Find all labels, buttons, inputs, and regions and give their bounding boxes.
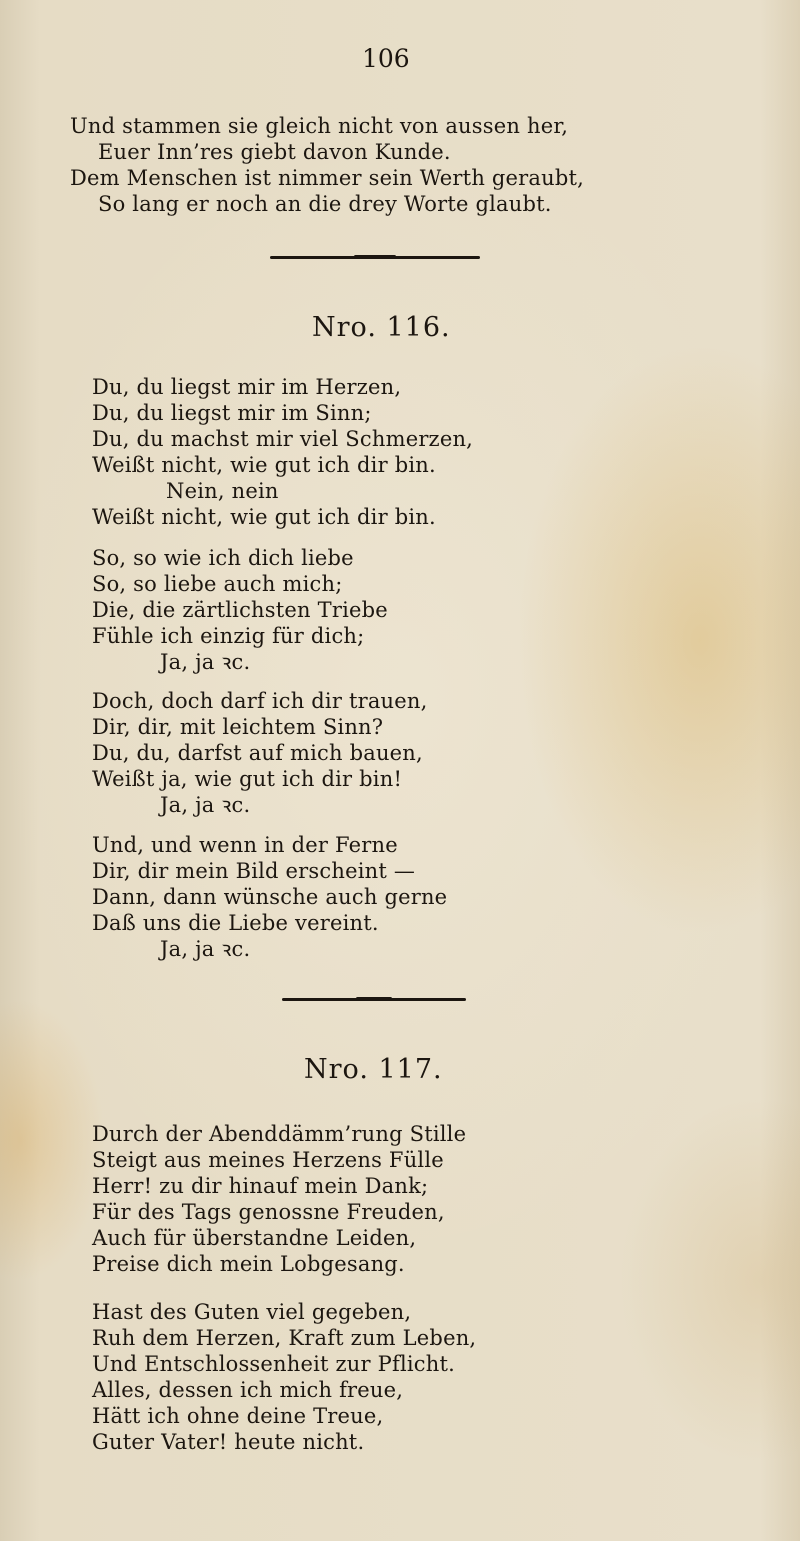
page-number: 106 — [362, 44, 410, 73]
verse-line: So lang er noch an die drey Worte glaubt. — [98, 192, 552, 216]
verse-line: Doch, doch darf ich dir trauen, — [92, 689, 428, 713]
verse-line: So, so liebe auch mich; — [92, 572, 343, 596]
verse-line: Ruh dem Herzen, Kraft zum Leben, — [92, 1326, 477, 1350]
verse-line: Dem Menschen ist nimmer sein Werth geraubt, — [70, 166, 585, 190]
refrain-line: Ja, ja ꝛc. — [160, 937, 251, 961]
refrain-line: Nein, nein — [166, 479, 279, 503]
verse-line: Weißt ja, wie gut ich dir bin! — [92, 767, 403, 791]
verse-line: Guter Vater! heute nicht. — [92, 1430, 365, 1454]
section-divider — [270, 256, 480, 259]
verse-line: Daß uns die Liebe vereint. — [92, 911, 379, 935]
poem-heading-117: Nro. 117. — [304, 1054, 443, 1085]
verse-line: Alles, dessen ich mich freue, — [92, 1378, 404, 1402]
verse-line: Hast des Guten viel gegeben, — [92, 1300, 412, 1324]
verse-line: Auch für überstandne Leiden, — [92, 1226, 417, 1250]
verse-line: Euer Inn’res giebt davon Kunde. — [98, 140, 451, 164]
verse-line: Fühle ich einzig für dich; — [92, 624, 365, 648]
verse-line: Und stammen sie gleich nicht von aussen her, — [70, 114, 569, 138]
poem-heading-116: Nro. 116. — [312, 312, 451, 343]
verse-line: Dir, dir mein Bild erscheint — — [92, 859, 416, 883]
verse-line: Dir, dir, mit leichtem Sinn? — [92, 715, 384, 739]
verse-line: Weißt nicht, wie gut ich dir bin. — [92, 505, 436, 529]
verse-line: Die, die zärtlichsten Triebe — [92, 598, 388, 622]
verse-line: Für des Tags genossne Freuden, — [92, 1200, 445, 1224]
verse-line: Und Entschlossenheit zur Pflicht. — [92, 1352, 455, 1376]
verse-line: Du, du liegst mir im Sinn; — [92, 401, 372, 425]
verse-line: Preise dich mein Lobgesang. — [92, 1252, 405, 1276]
verse-line: Durch der Abenddämm’rung Stille — [92, 1122, 467, 1146]
verse-line: Du, du liegst mir im Herzen, — [92, 375, 402, 399]
section-divider — [282, 998, 466, 1001]
verse-line: Hätt ich ohne deine Treue, — [92, 1404, 384, 1428]
refrain-line: Ja, ja ꝛc. — [160, 793, 251, 817]
verse-line: Dann, dann wünsche auch gerne — [92, 885, 448, 909]
verse-line: Du, du machst mir viel Schmerzen, — [92, 427, 474, 451]
refrain-line: Ja, ja ꝛc. — [160, 650, 251, 674]
verse-line: Steigt aus meines Herzens Fülle — [92, 1148, 444, 1172]
verse-line: Weißt nicht, wie gut ich dir bin. — [92, 453, 436, 477]
verse-line: So, so wie ich dich liebe — [92, 546, 354, 570]
verse-line: Und, und wenn in der Ferne — [92, 833, 398, 857]
verse-line: Herr! zu dir hinauf mein Dank; — [92, 1174, 429, 1198]
verse-line: Du, du, darfst auf mich bauen, — [92, 741, 423, 765]
